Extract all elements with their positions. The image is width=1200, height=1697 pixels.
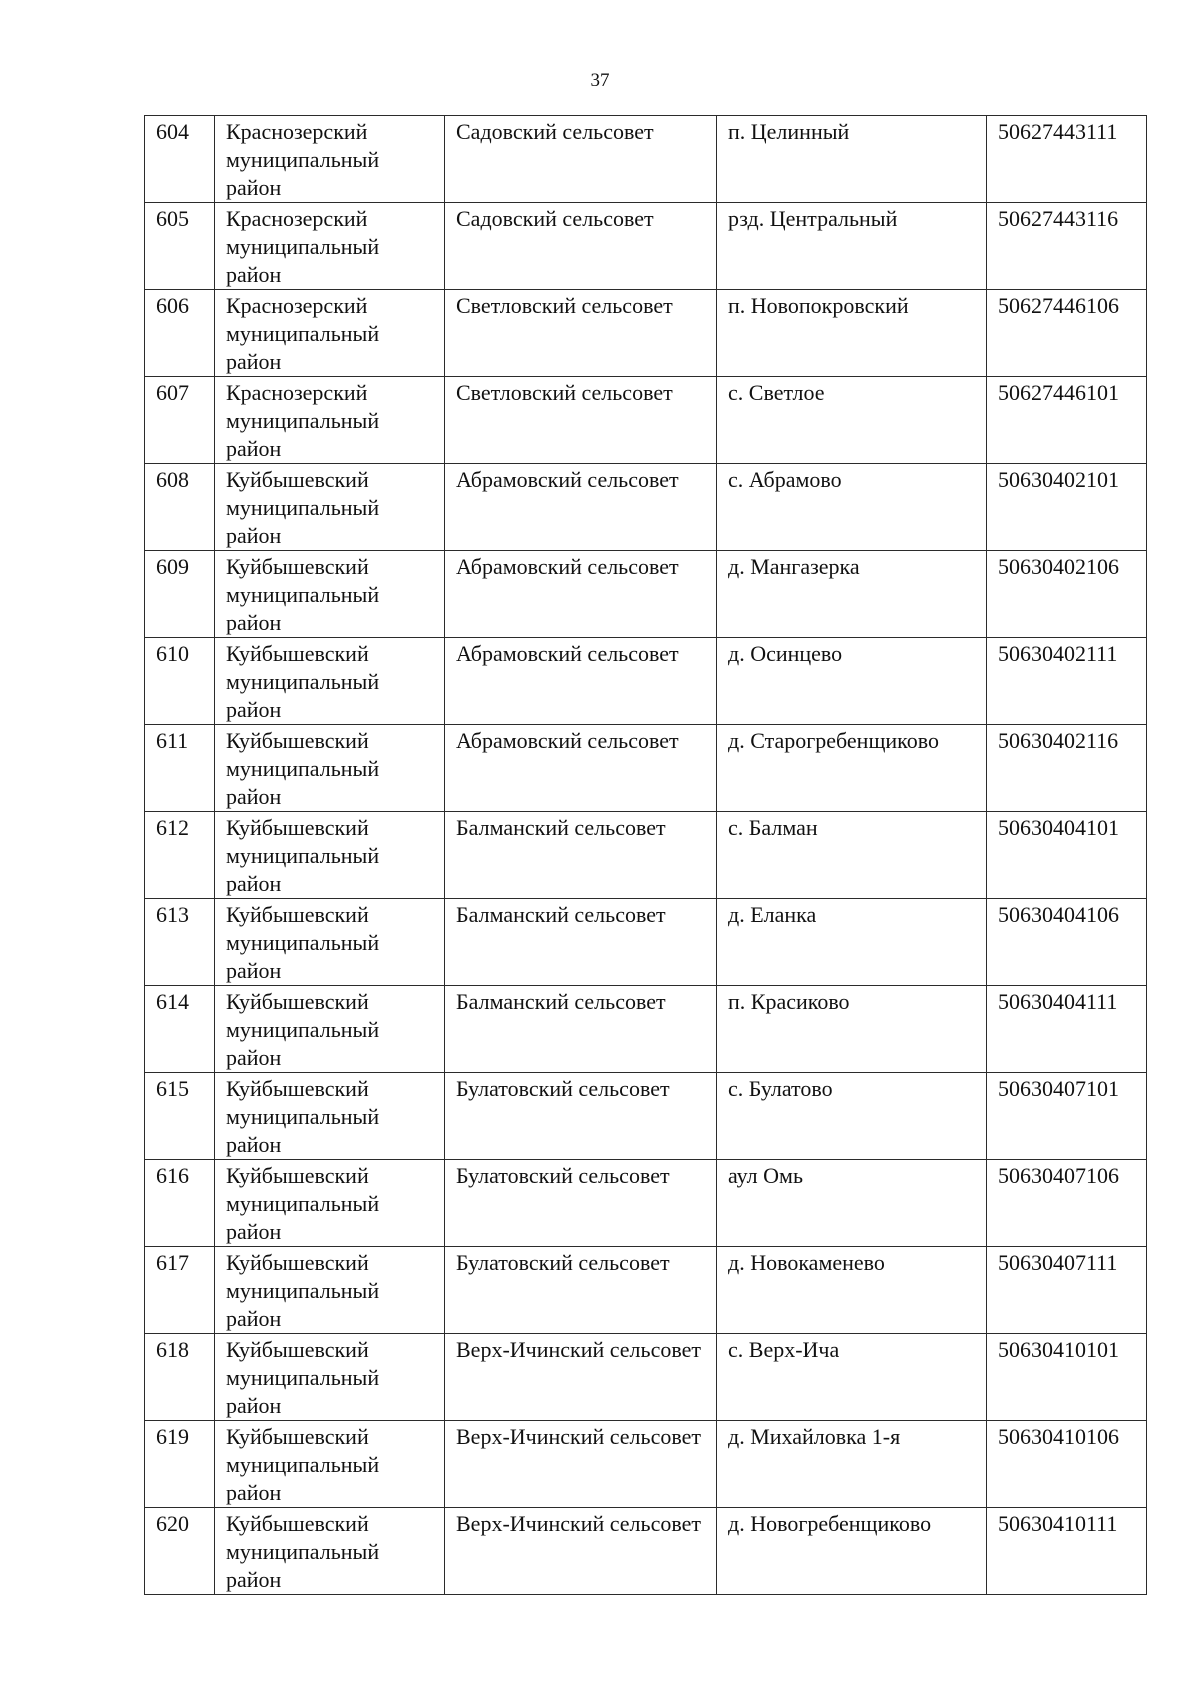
row-number: 607 xyxy=(145,377,215,464)
oktmo-code: 50627446101 xyxy=(987,377,1147,464)
district-name: Краснозерский муниципальный район xyxy=(215,203,445,290)
council-name: Булатовский сельсовет xyxy=(445,1247,717,1334)
settlement-name: д. Михайловка 1-я xyxy=(717,1421,987,1508)
oktmo-code: 50630404111 xyxy=(987,986,1147,1073)
oktmo-code: 50630407106 xyxy=(987,1160,1147,1247)
settlement-name: с. Абрамово xyxy=(717,464,987,551)
council-name: Булатовский сельсовет xyxy=(445,1073,717,1160)
row-number: 616 xyxy=(145,1160,215,1247)
council-name: Абрамовский сельсовет xyxy=(445,638,717,725)
row-number: 614 xyxy=(145,986,215,1073)
table-row xyxy=(145,638,1147,725)
settlement-name: рзд. Центральный xyxy=(717,203,987,290)
district-name: Куйбышевский муниципальный район xyxy=(215,638,445,725)
oktmo-code: 50630404106 xyxy=(987,899,1147,986)
district-name: Куйбышевский муниципальный район xyxy=(215,725,445,812)
row-number: 619 xyxy=(145,1421,215,1508)
row-number: 609 xyxy=(145,551,215,638)
settlement-name: с. Балман xyxy=(717,812,987,899)
district-name: Куйбышевский муниципальный район xyxy=(215,1247,445,1334)
settlement-name: д. Осинцево xyxy=(717,638,987,725)
oktmo-code: 50630407101 xyxy=(987,1073,1147,1160)
table-row xyxy=(145,1247,1147,1334)
council-name: Абрамовский сельсовет xyxy=(445,551,717,638)
row-number: 606 xyxy=(145,290,215,377)
council-name: Балманский сельсовет xyxy=(445,899,717,986)
row-number: 612 xyxy=(145,812,215,899)
settlement-name: аул Омь xyxy=(717,1160,987,1247)
council-name: Верх-Ичинский сельсовет xyxy=(445,1421,717,1508)
council-name: Садовский сельсовет xyxy=(445,116,717,203)
district-name: Куйбышевский муниципальный район xyxy=(215,1160,445,1247)
page-number: 37 xyxy=(590,70,610,91)
table-row xyxy=(145,1508,1147,1595)
row-number: 615 xyxy=(145,1073,215,1160)
row-number: 618 xyxy=(145,1334,215,1421)
oktmo-code: 50630402116 xyxy=(987,725,1147,812)
district-name: Куйбышевский муниципальный район xyxy=(215,1073,445,1160)
council-name: Светловский сельсовет xyxy=(445,377,717,464)
table-row xyxy=(145,812,1147,899)
row-number: 605 xyxy=(145,203,215,290)
oktmo-code: 50630407111 xyxy=(987,1247,1147,1334)
council-name: Светловский сельсовет xyxy=(445,290,717,377)
district-name: Краснозерский муниципальный район xyxy=(215,116,445,203)
settlement-name: д. Новогребенщиково xyxy=(717,1508,987,1595)
settlements-table-body xyxy=(145,116,1147,1595)
district-name: Куйбышевский муниципальный район xyxy=(215,464,445,551)
oktmo-code: 50630410111 xyxy=(987,1508,1147,1595)
council-name: Абрамовский сельсовет xyxy=(445,464,717,551)
district-name: Куйбышевский муниципальный район xyxy=(215,986,445,1073)
council-name: Булатовский сельсовет xyxy=(445,1160,717,1247)
oktmo-code: 50627446106 xyxy=(987,290,1147,377)
settlement-name: с. Верх-Ича xyxy=(717,1334,987,1421)
council-name: Верх-Ичинский сельсовет xyxy=(445,1334,717,1421)
settlement-name: п. Новопокровский xyxy=(717,290,987,377)
oktmo-code: 50627443111 xyxy=(987,116,1147,203)
settlement-name: п. Целинный xyxy=(717,116,987,203)
settlement-name: д. Старогребенщиково xyxy=(717,725,987,812)
row-number: 604 xyxy=(145,116,215,203)
table-row xyxy=(145,899,1147,986)
district-name: Краснозерский муниципальный район xyxy=(215,290,445,377)
row-number: 617 xyxy=(145,1247,215,1334)
oktmo-code: 50630402111 xyxy=(987,638,1147,725)
district-name: Куйбышевский муниципальный район xyxy=(215,899,445,986)
oktmo-code: 50630402106 xyxy=(987,551,1147,638)
district-name: Краснозерский муниципальный район xyxy=(215,377,445,464)
table-row xyxy=(145,1073,1147,1160)
table-row xyxy=(145,116,1147,203)
settlement-name: с. Светлое xyxy=(717,377,987,464)
settlements-table xyxy=(144,115,1147,1595)
oktmo-code: 50627443116 xyxy=(987,203,1147,290)
district-name: Куйбышевский муниципальный район xyxy=(215,551,445,638)
row-number: 613 xyxy=(145,899,215,986)
table-row xyxy=(145,1421,1147,1508)
oktmo-code: 50630404101 xyxy=(987,812,1147,899)
settlement-name: д. Новокаменево xyxy=(717,1247,987,1334)
district-name: Куйбышевский муниципальный район xyxy=(215,1334,445,1421)
table-row xyxy=(145,464,1147,551)
table-row xyxy=(145,551,1147,638)
settlement-name: с. Булатово xyxy=(717,1073,987,1160)
district-name: Куйбышевский муниципальный район xyxy=(215,1508,445,1595)
settlement-name: д. Еланка xyxy=(717,899,987,986)
table-row xyxy=(145,1334,1147,1421)
row-number: 620 xyxy=(145,1508,215,1595)
row-number: 608 xyxy=(145,464,215,551)
row-number: 610 xyxy=(145,638,215,725)
council-name: Балманский сельсовет xyxy=(445,812,717,899)
settlement-name: д. Мангазерка xyxy=(717,551,987,638)
table-row xyxy=(145,1160,1147,1247)
oktmo-code: 50630410101 xyxy=(987,1334,1147,1421)
oktmo-code: 50630410106 xyxy=(987,1421,1147,1508)
table-row xyxy=(145,986,1147,1073)
council-name: Садовский сельсовет xyxy=(445,203,717,290)
table-row xyxy=(145,725,1147,812)
district-name: Куйбышевский муниципальный район xyxy=(215,1421,445,1508)
council-name: Балманский сельсовет xyxy=(445,986,717,1073)
table-row xyxy=(145,290,1147,377)
table-row xyxy=(145,377,1147,464)
council-name: Верх-Ичинский сельсовет xyxy=(445,1508,717,1595)
district-name: Куйбышевский муниципальный район xyxy=(215,812,445,899)
table-row xyxy=(145,203,1147,290)
oktmo-code: 50630402101 xyxy=(987,464,1147,551)
row-number: 611 xyxy=(145,725,215,812)
council-name: Абрамовский сельсовет xyxy=(445,725,717,812)
settlement-name: п. Красиково xyxy=(717,986,987,1073)
